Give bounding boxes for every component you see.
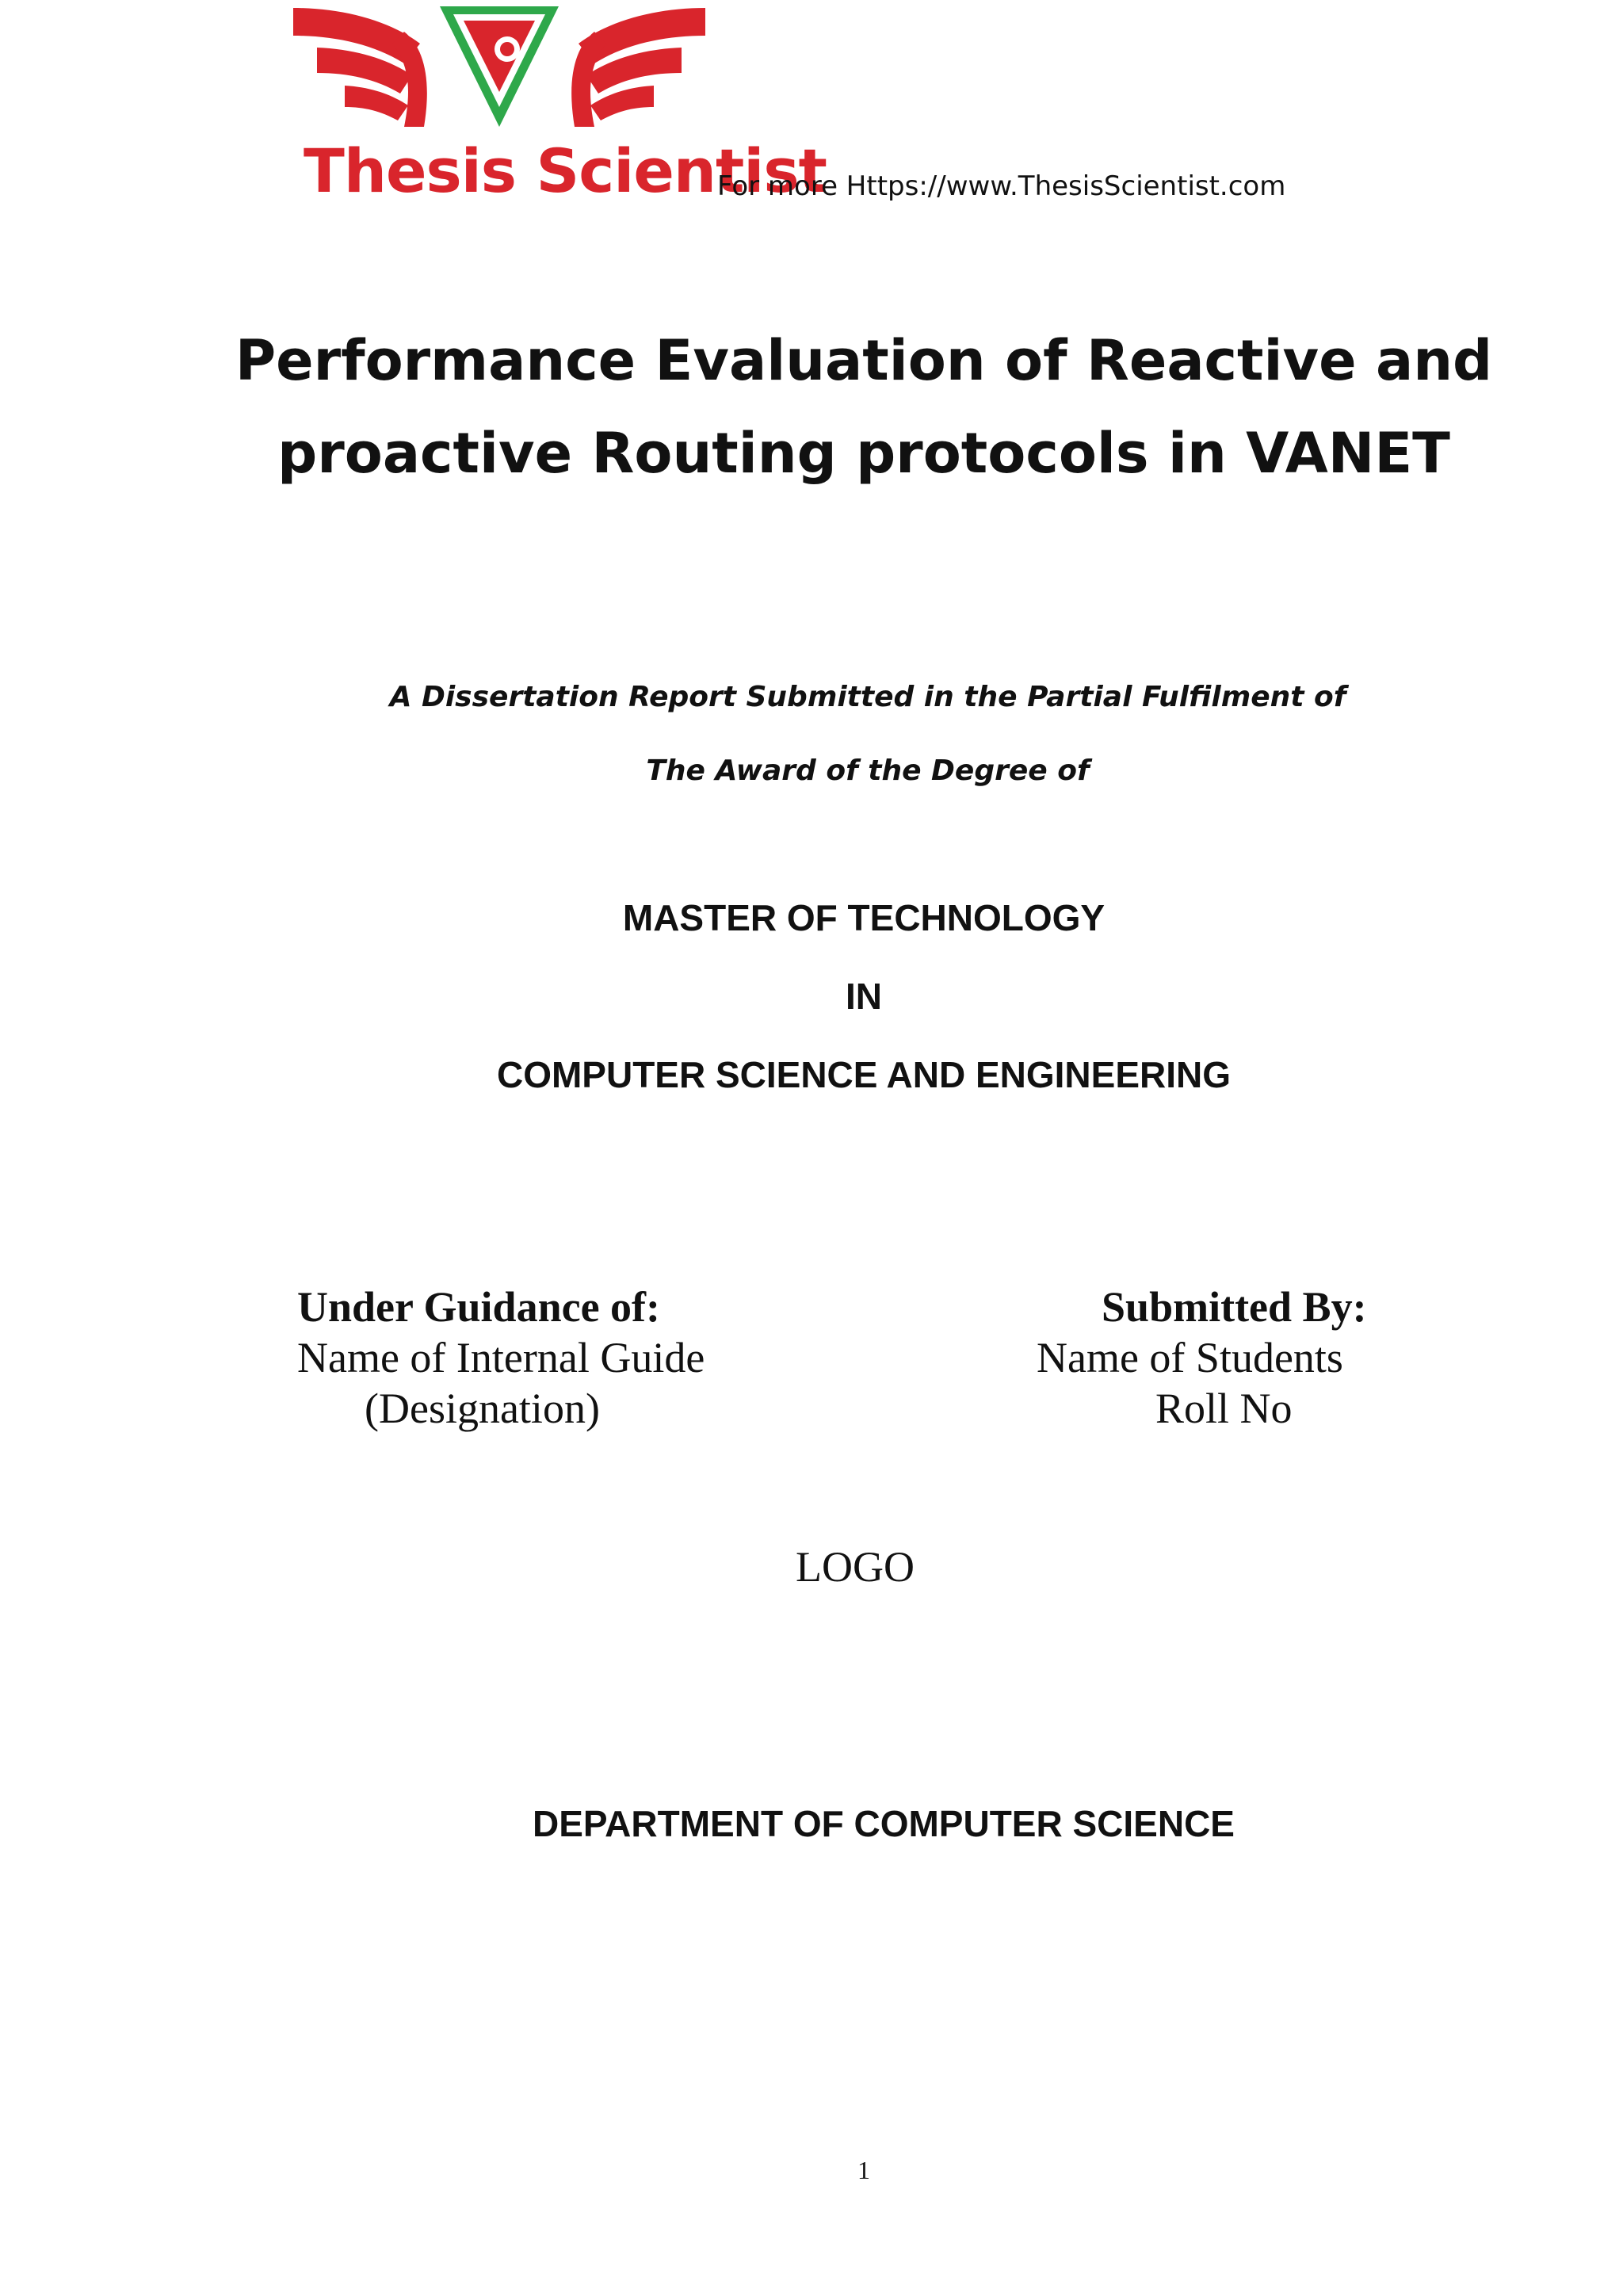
- guide-designation: (Designation): [365, 1385, 600, 1432]
- submitted-by-heading: Submitted By:: [1102, 1283, 1367, 1331]
- degree-name: MASTER OF TECHNOLOGY: [622, 897, 1106, 938]
- department-name: DEPARTMENT OF COMPUTER SCIENCE: [533, 1803, 1235, 1844]
- logo-placeholder: LOGO: [796, 1543, 915, 1591]
- thesis-title-line-2: proactive Routing protocols in VANET: [277, 421, 1450, 486]
- guidance-heading: Under Guidance of:: [297, 1283, 661, 1331]
- brand-name: Thesis Scientist: [304, 136, 827, 206]
- degree-in: IN: [846, 976, 882, 1017]
- student-name: Name of Students: [1037, 1334, 1343, 1381]
- student-roll-no: Roll No: [1155, 1385, 1293, 1432]
- thesis-title-line-1: Performance Evaluation of Reactive and: [235, 328, 1493, 393]
- dissertation-statement-line-1: A Dissertation Report Submitted in the Partial Fulfilment of: [389, 681, 1346, 713]
- guide-name: Name of Internal Guide: [297, 1334, 705, 1381]
- degree-discipline: COMPUTER SCIENCE AND ENGINEERING: [496, 1054, 1232, 1095]
- dissertation-statement-line-2: The Award of the Degree of: [646, 755, 1090, 787]
- page-number: 1: [857, 2156, 870, 2184]
- website-link[interactable]: For more Https://www.ThesisScientist.com: [717, 170, 1286, 202]
